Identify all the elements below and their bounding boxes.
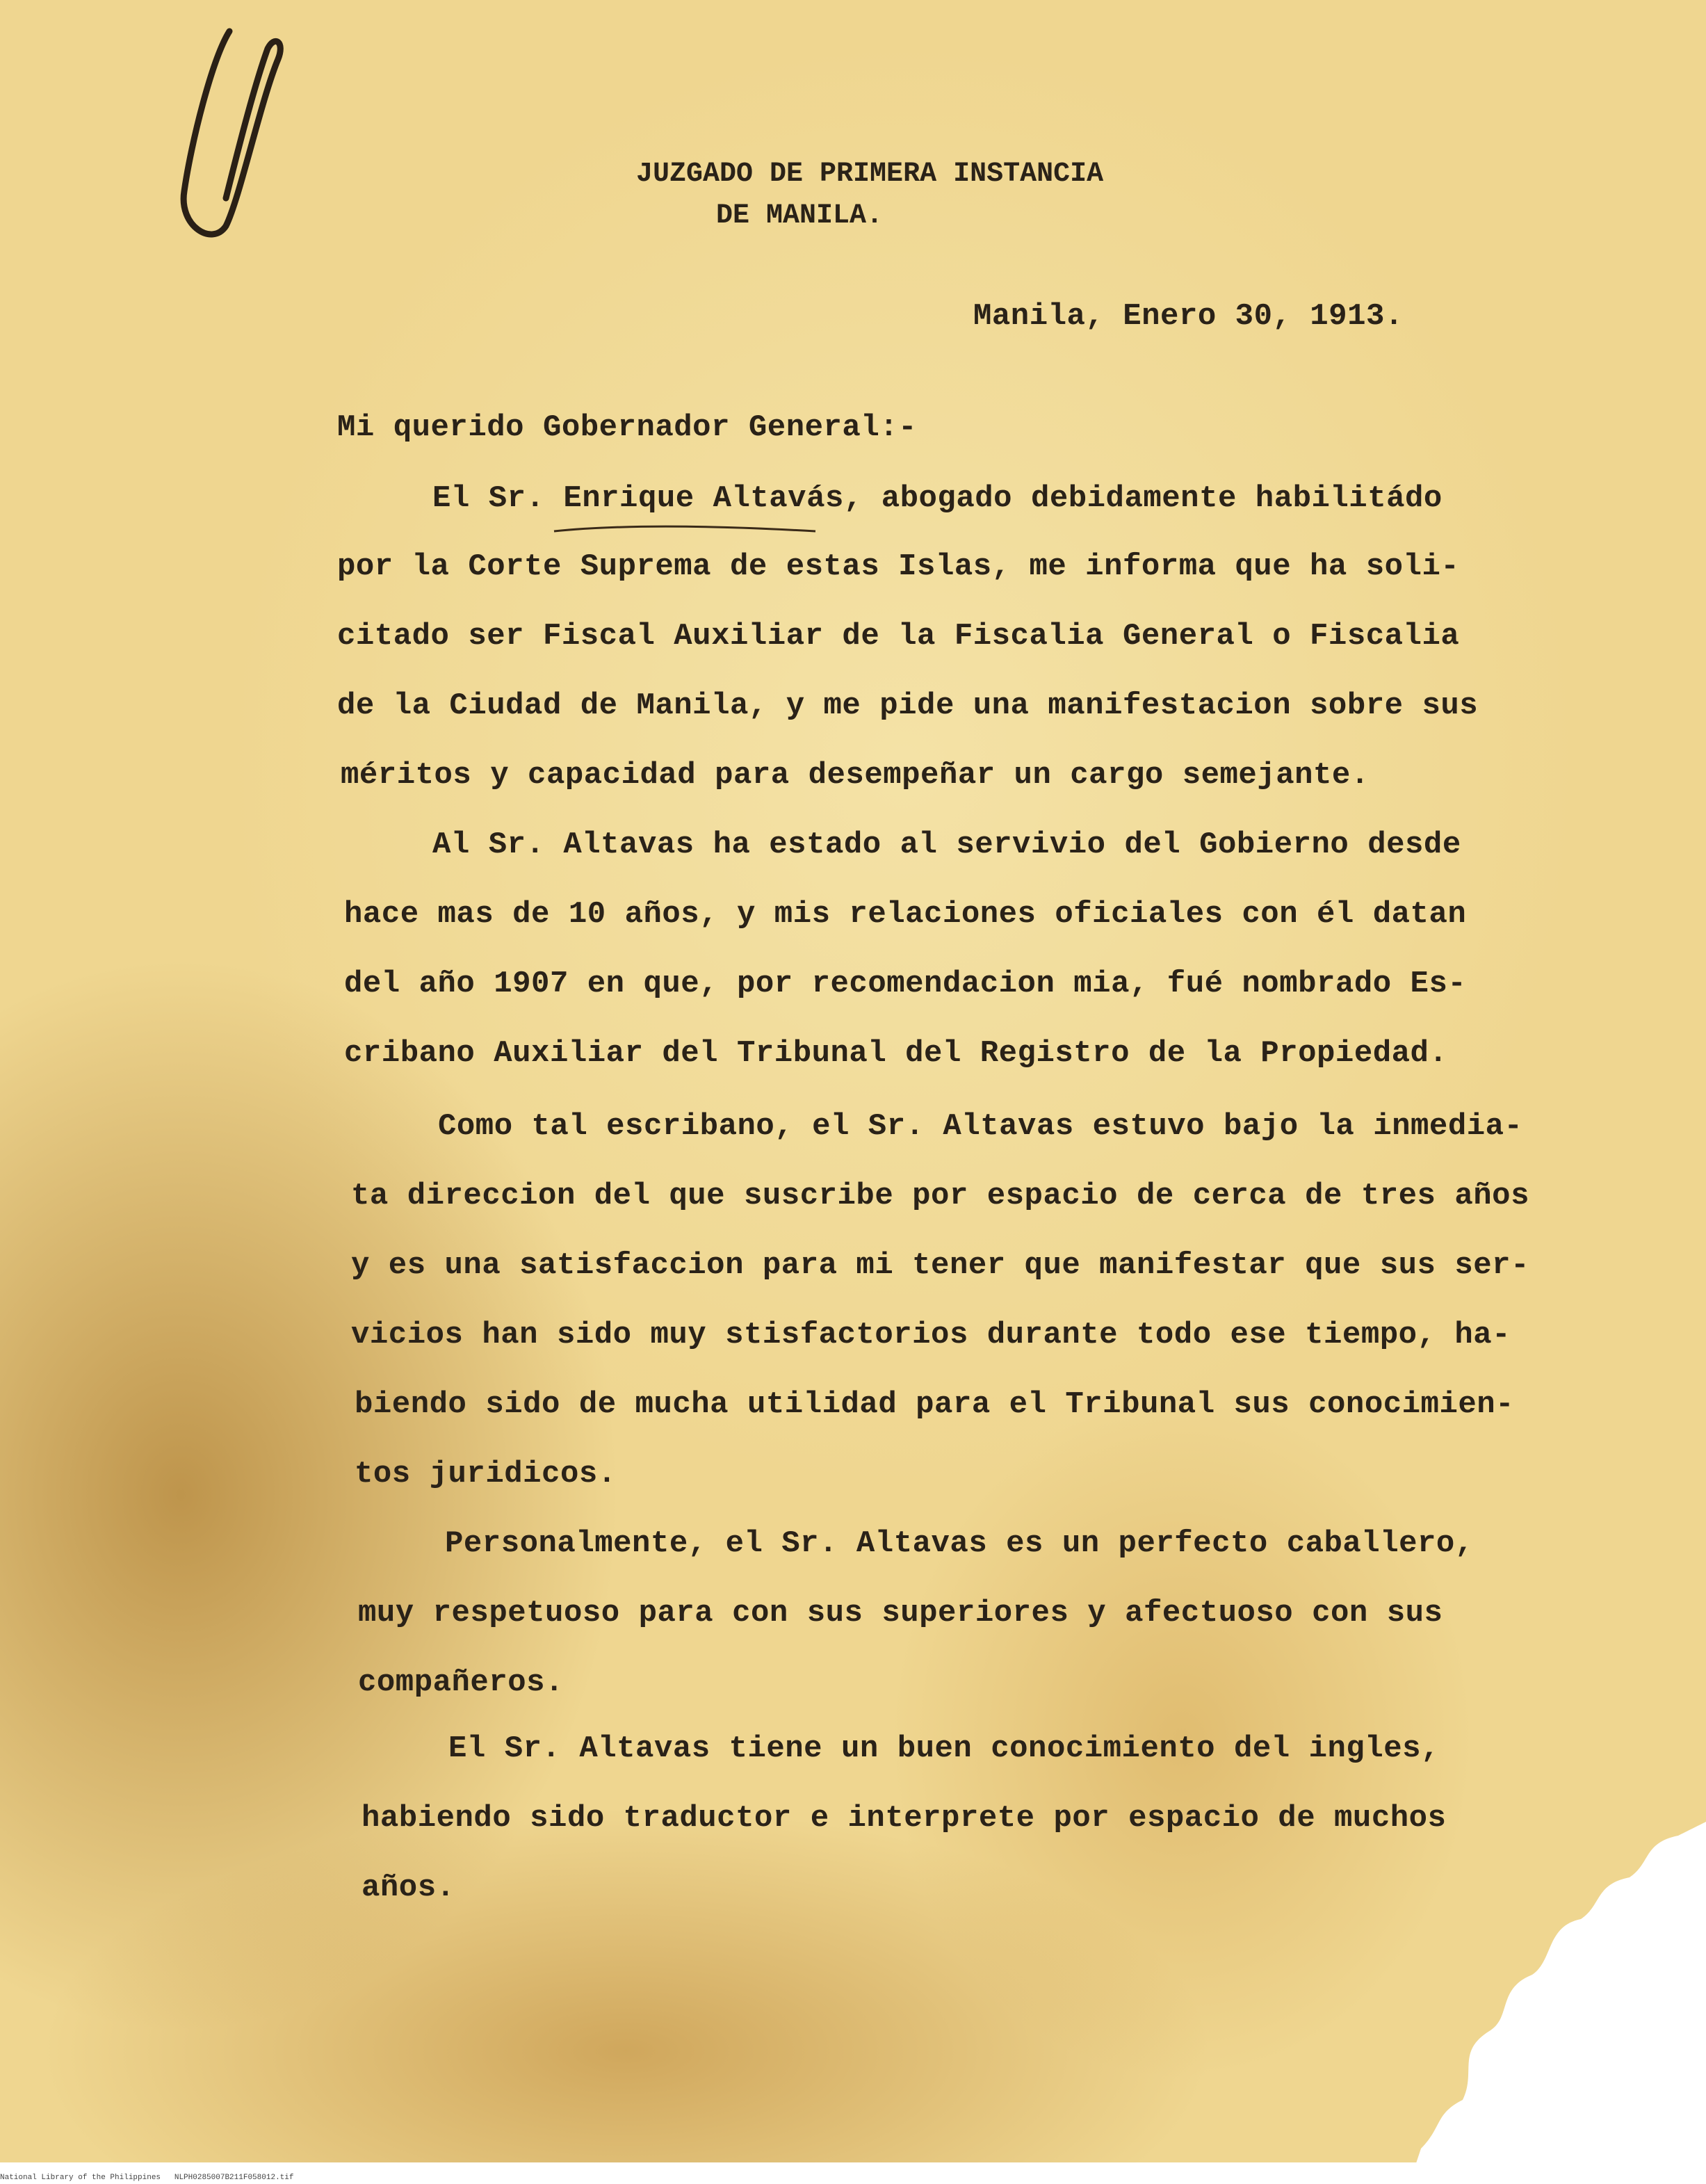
body-line-14: biendo sido de mucha utilidad para el Tribunal sus conocimien- <box>355 1387 1515 1422</box>
body-line-12: y es una satisfaccion para mi tener que manifestar que sus ser- <box>351 1248 1529 1283</box>
court-heading-line1: JUZGADO DE PRIMERA INSTANCIA <box>636 159 1104 190</box>
body-line-17: muy respetuoso para con sus superiores y afectuoso con sus <box>358 1596 1443 1631</box>
body-line-7: hace mas de 10 años, y mis relaciones oficiales con él datan <box>344 897 1467 932</box>
body-line-4: de la Ciudad de Manila, y me pide una manifestacion sobre sus <box>337 688 1479 723</box>
body-line-16: Personalmente, el Sr. Altavas es un perfecto caballero, <box>445 1526 1474 1561</box>
paperclip-icon <box>163 17 302 254</box>
body-line-21: años. <box>361 1870 455 1905</box>
body-line-18: compañeros. <box>358 1665 564 1700</box>
body-line-20: habiendo sido traductor e interprete por espacio de muchos <box>361 1801 1447 1836</box>
salutation: Mi querido Gobernador General:- <box>337 410 918 445</box>
body-line-1: El Sr. Enrique Altavás, abogado debidamente habilitádo <box>432 481 1443 516</box>
letter-date: Manila, Enero 30, 1913. <box>973 299 1404 334</box>
body-line-15: tos juridicos. <box>355 1457 617 1491</box>
body-line-9: cribano Auxiliar del Tribunal del Registro de la Propiedad. <box>344 1036 1448 1071</box>
body-line-19: El Sr. Altavas tiene un buen conocimiento del ingles, <box>448 1731 1440 1766</box>
body-line-13: vicios han sido muy stisfactorios durante todo ese tiempo, ha- <box>351 1318 1511 1352</box>
scan-footer: National Library of the Philippines NLPH0285007B211F058012.tif <box>0 2174 294 2182</box>
body-line-5: méritos y capacidad para desempeñar un cargo semejante. <box>341 758 1370 793</box>
body-line-6: Al Sr. Altavas ha estado al servivio del Gobierno desde <box>432 827 1461 862</box>
handwritten-underline <box>553 523 817 537</box>
body-line-3: citado ser Fiscal Auxiliar de la Fiscalia General o Fiscalia <box>337 619 1460 654</box>
body-line-2: por la Corte Suprema de estas Islas, me informa que ha soli- <box>337 549 1460 584</box>
body-line-8: del año 1907 en que, por recomendacion mia, fué nombrado Es- <box>344 966 1467 1001</box>
torn-corner <box>1414 1822 1706 2169</box>
court-heading-line2: DE MANILA. <box>716 200 884 232</box>
body-line-11: ta direccion del que suscribe por espacio de cerca de tres años <box>351 1179 1529 1213</box>
body-line-10: Como tal escribano, el Sr. Altavas estuvo bajo la inmedia- <box>438 1109 1523 1144</box>
